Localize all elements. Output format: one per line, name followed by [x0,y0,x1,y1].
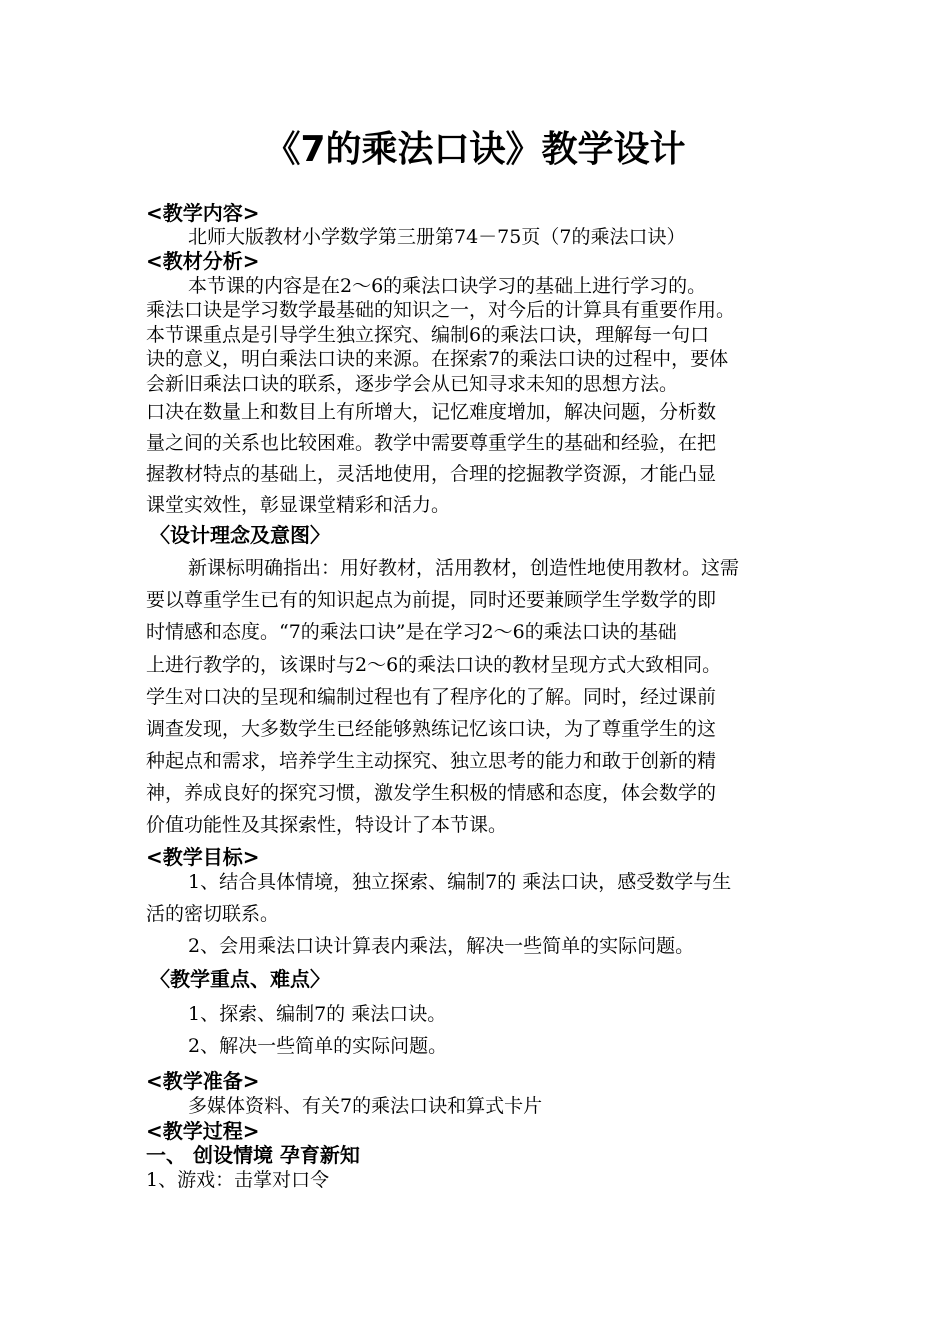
heading-teaching-prep: <教学准备> [146,1069,260,1093]
prep-text: 多媒体资料、有关7的乘法口诀和算式卡片 [188,1095,543,1117]
concept-line: 时情感和态度。“7的乘法口诀”是在学习2～6的乘法口诀的基础 [146,621,677,643]
analysis-line: 本节课的内容是在2～6的乘法口诀学习的基础上进行学习的。 [188,275,707,297]
concept-line: 种起点和需求，培养学生主动探究、独立思考的能力和敢于创新的精 [146,750,717,772]
process-step-heading: 一、 创设情境 孕育新知 [146,1143,360,1167]
goal-line: 1、结合具体情境，独立探索、编制7的 乘法口诀，感受数学与生 [188,871,732,893]
concept-line: 学生对口决的呈现和编制过程也有了程序化的了解。同时，经过课前 [146,686,717,708]
analysis-line: 会新旧乘法口诀的联系，逐步学会从已知寻求未知的思想方法。 [146,373,679,395]
keypoint-line: 2、解决一些简单的实际问题。 [188,1035,448,1057]
heading-material-analysis: <教材分析> [146,249,260,273]
teaching-content-text: 北师大版教材小学数学第三册第74－75页（7的乘法口诀） [188,226,686,248]
concept-line: 上进行教学的，该课时与2～6的乘法口诀的教材呈现方式大致相同。 [146,654,722,676]
concept-line: 调查发现，大多数学生已经能够熟练记忆该口诀，为了尊重学生的这 [146,718,717,740]
goal-line: 2、会用乘法口诀计算表内乘法，解决一些简单的实际问题。 [188,935,695,957]
heading-teaching-content: <教学内容> [146,201,260,225]
analysis-line: 乘法口诀是学习数学最基础的知识之一，对今后的计算具有重要作用。 [146,299,736,321]
concept-line: 价值功能性及其探索性，特设计了本节课。 [146,814,508,836]
heading-design-concept: 〈设计理念及意图〉 [150,523,330,547]
analysis-line: 口决在数量上和数目上有所增大，记忆难度增加，解决问题，分析数 [146,401,717,423]
analysis-line: 诀的意义，明白乘法口诀的来源。在探索7的乘法口诀的过程中，要体 [146,348,729,370]
heading-key-difficult-points: 〈教学重点、难点〉 [150,967,330,991]
concept-line: 新课标明确指出：用好教材，活用教材，创造性地使用教材。这需 [188,557,740,579]
analysis-line: 量之间的关系也比较困难。教学中需要尊重学生的基础和经验，在把 [146,432,717,454]
concept-line: 要以尊重学生已有的知识起点为前提，同时还要兼顾学生学数学的即 [146,589,717,611]
heading-teaching-goals: <教学目标> [146,845,260,869]
process-step-item: 1、游戏：击掌对口令 [146,1169,330,1191]
keypoint-line: 1、探索、编制7的 乘法口诀。 [188,1003,447,1025]
analysis-line: 握教材特点的基础上，灵活地使用，合理的挖掘教学资源，才能凸显 [146,463,717,485]
analysis-line: 本节课重点是引导学生独立探究、编制6的乘法口诀，理解每一句口 [146,324,710,346]
goal-line: 活的密切联系。 [146,903,280,925]
concept-line: 神，养成良好的探究习惯，激发学生积极的情感和态度，体会数学的 [146,782,717,804]
heading-teaching-process: <教学过程> [146,1119,260,1143]
analysis-line: 课堂实效性，彰显课堂精彩和活力。 [146,494,451,516]
document-title: 《7的乘法口诀》教学设计 [264,129,686,170]
